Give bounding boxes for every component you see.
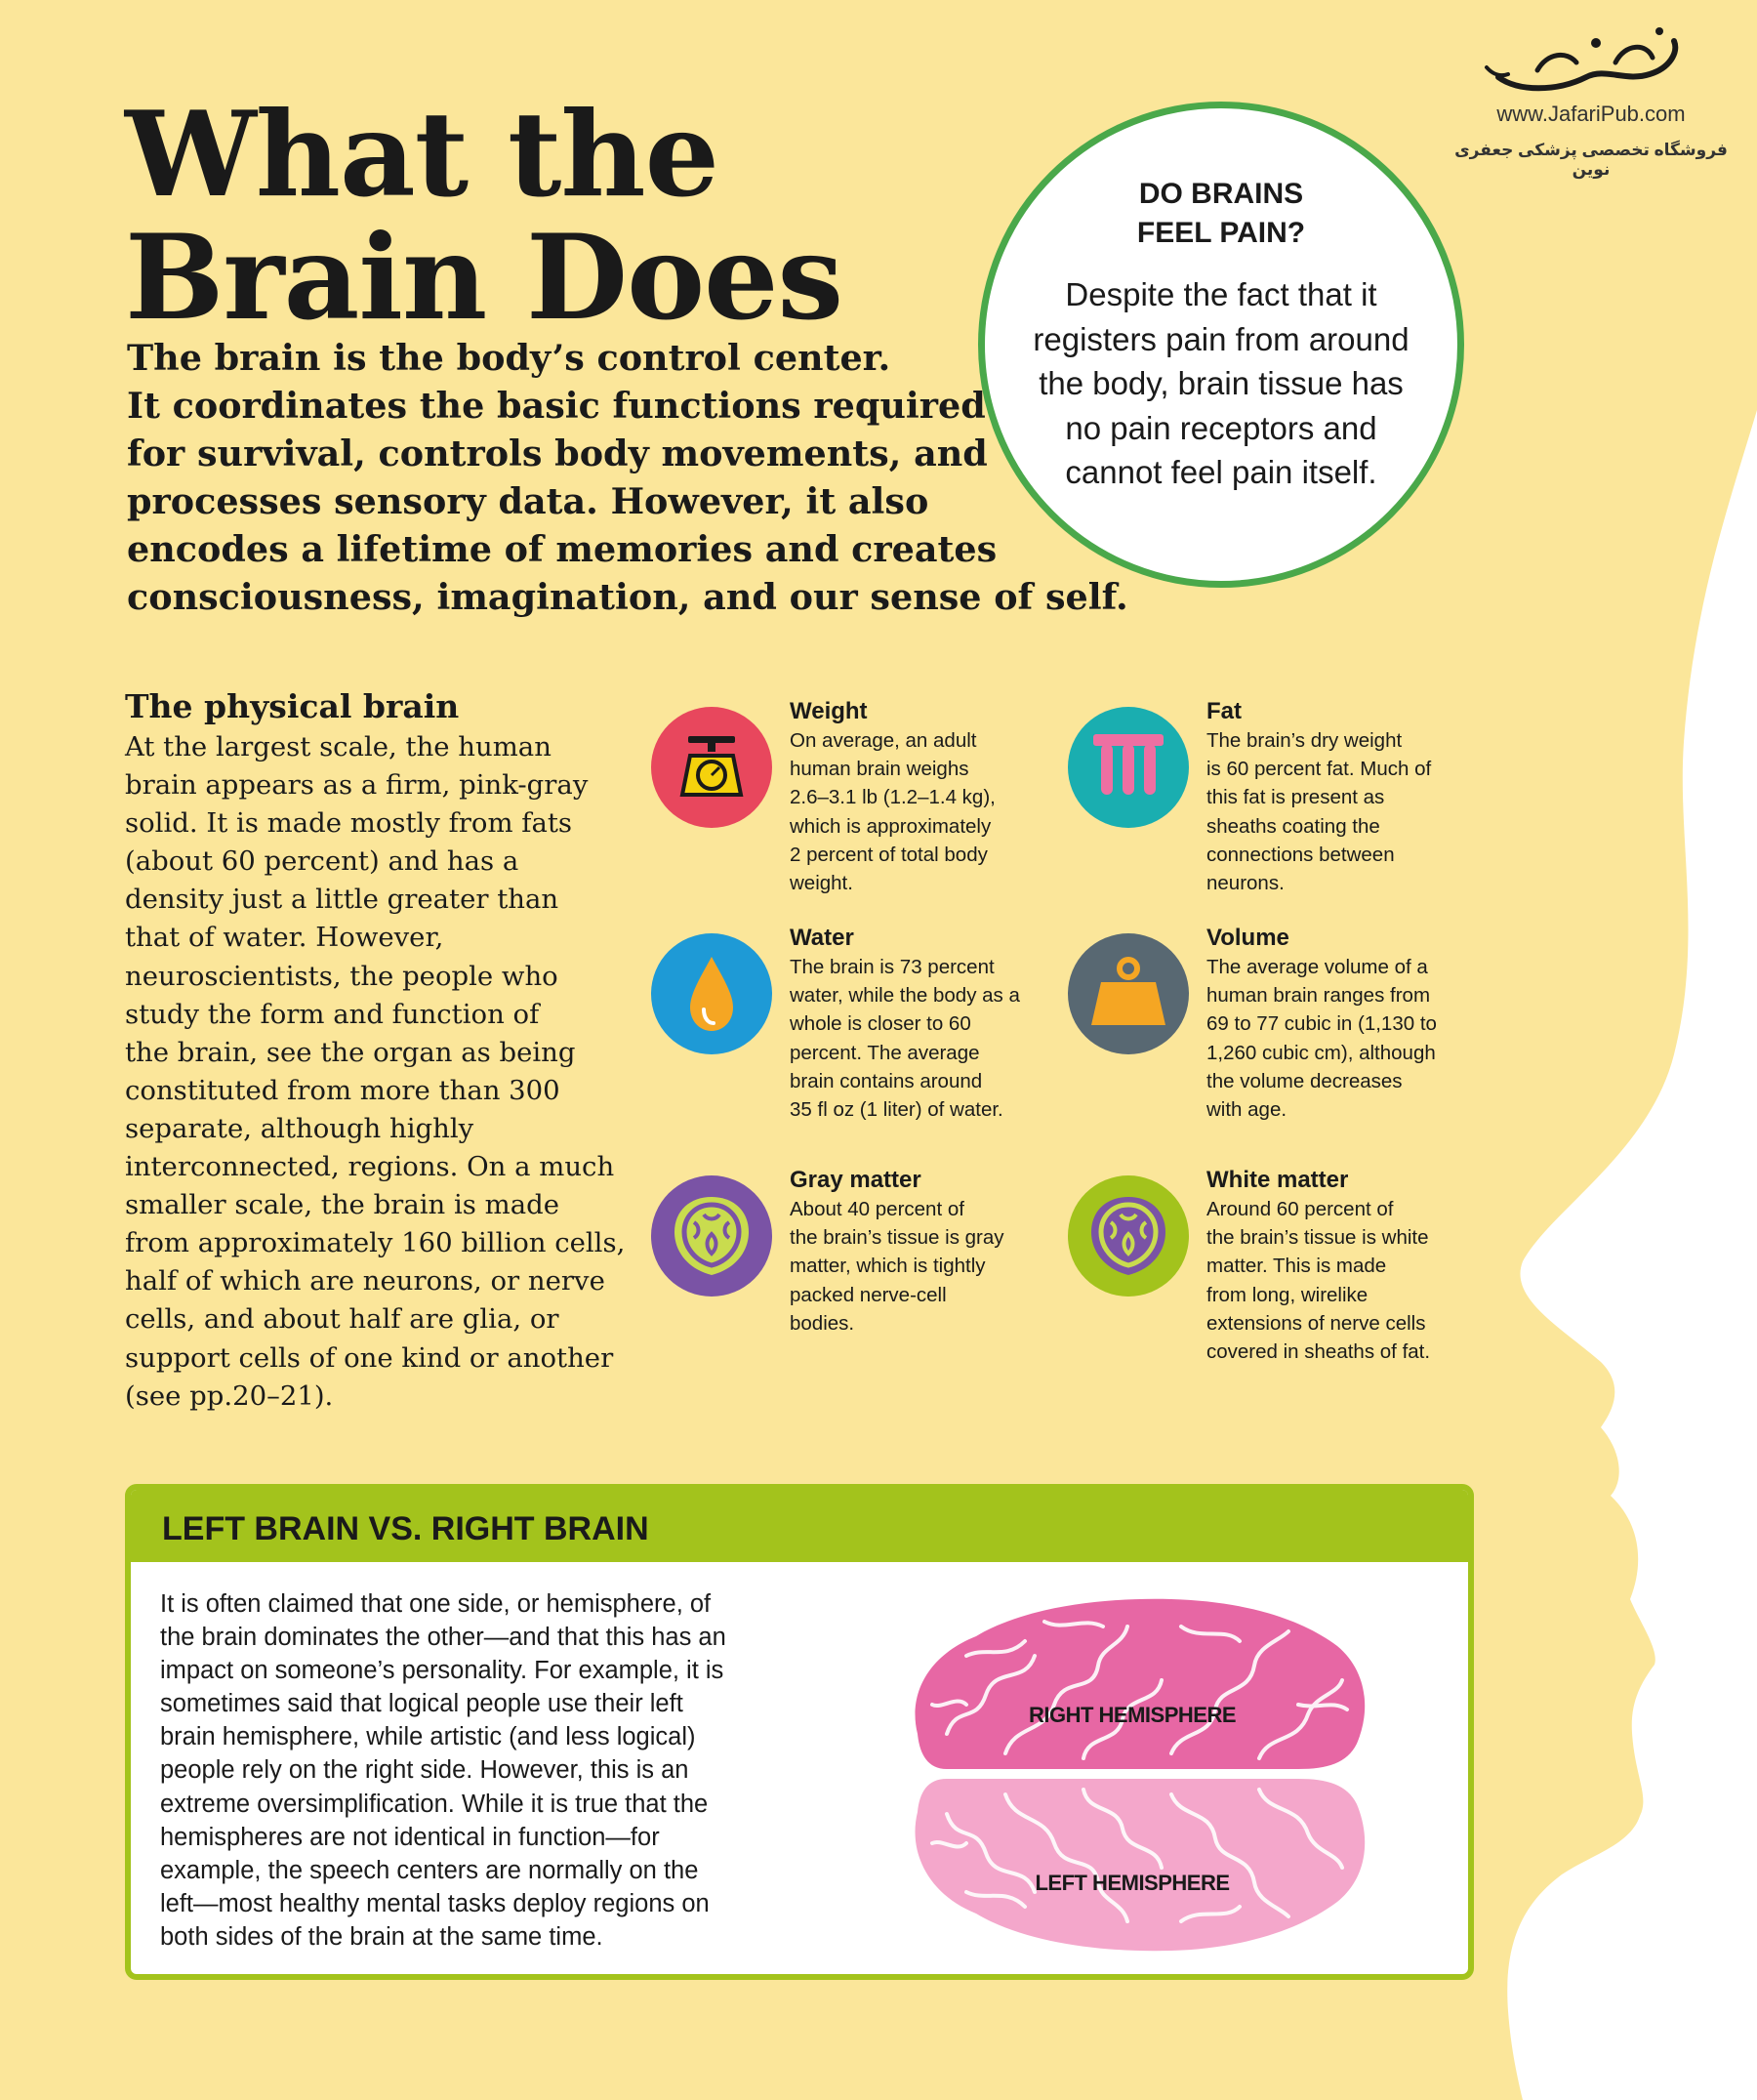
- lr-line: both sides of the brain at the same time.: [160, 1922, 603, 1951]
- fact-line: About 40 percent of: [790, 1198, 964, 1220]
- lr-line: the brain dominates the other—and that this has an: [160, 1624, 726, 1652]
- fact-line: Around 60 percent of: [1206, 1198, 1394, 1220]
- physical-line: study the form and function of: [125, 998, 540, 1030]
- fact-line: covered in sheaths of fat.: [1206, 1340, 1431, 1364]
- physical-line: separate, although highly: [125, 1112, 474, 1144]
- physical-line: neuroscientists, the people who: [125, 960, 558, 992]
- left-right-title: LEFT BRAIN VS. RIGHT BRAIN: [162, 1510, 649, 1547]
- left-right-text: [160, 1587, 843, 1954]
- fact-volume-text: [1206, 953, 1490, 1124]
- pain-text-line: cannot feel pain itself.: [1065, 454, 1377, 490]
- fact-line: 2 percent of total body: [790, 843, 988, 866]
- fact-line: packed nerve-cell: [790, 1283, 947, 1306]
- brain-section-icon: [651, 1175, 772, 1297]
- fact-line: 2.6–3.1 lb (1.2–1.4 kg),: [790, 786, 996, 809]
- fact-line: On average, an adult: [790, 729, 977, 752]
- fact-line: The brain is 73 percent: [790, 956, 995, 978]
- fact-line: the volume decreases: [1206, 1069, 1403, 1092]
- fact-line: 35 fl oz (1 liter) of water.: [790, 1098, 1003, 1122]
- intro-paragraph: [127, 334, 1128, 621]
- fact-gray-matter-text: [790, 1195, 1073, 1338]
- fact-line: bodies.: [790, 1311, 855, 1335]
- publisher-url: www.JafariPub.com: [1496, 102, 1686, 126]
- lr-line: left—most healthy mental tasks deploy regions on: [160, 1889, 710, 1917]
- fact-volume-body: [1206, 924, 1490, 1124]
- lr-line: extreme oversimplification. While it is true that the: [160, 1790, 709, 1818]
- page-title-line: What the: [125, 86, 718, 224]
- physical-line: the brain, see the organ as being: [125, 1036, 576, 1068]
- fact-gray-matter-title: Gray matter: [790, 1167, 921, 1193]
- fact-line: matter. This is made: [1206, 1255, 1387, 1278]
- fact-water-title: Water: [790, 925, 854, 951]
- fact-line: brain contains around: [790, 1069, 983, 1092]
- fact-fat-title: Fat: [1206, 698, 1242, 724]
- weight-icon: [1068, 933, 1189, 1054]
- fact-line: extensions of nerve cells: [1206, 1311, 1426, 1335]
- physical-line: from approximately 160 billion cells,: [125, 1227, 626, 1259]
- fact-line: from long, wirelike: [1206, 1283, 1369, 1306]
- fact-white-matter-body: [1206, 1166, 1490, 1366]
- physical-line: smaller scale, the brain is made: [125, 1189, 559, 1221]
- scale-icon: [651, 707, 772, 828]
- physical-line: that of water. However,: [125, 922, 444, 954]
- intro-line: processes sensory data. However, it also: [127, 480, 929, 522]
- physical-line: interconnected, regions. On a much: [125, 1151, 615, 1183]
- water-drop-icon: [651, 933, 772, 1054]
- fact-water-body: [790, 924, 1073, 1124]
- logo-mark-icon: [1479, 23, 1703, 102]
- intro-line: for survival, controls body movements, and: [127, 432, 988, 474]
- pain-callout-title: [985, 175, 1457, 253]
- physical-line: At the largest scale, the human: [125, 731, 552, 762]
- lr-line: example, the speech centers are normally on the: [160, 1856, 699, 1884]
- lr-line: brain hemisphere, while artistic (and less logical): [160, 1723, 696, 1751]
- fact-line: which is approximately: [790, 814, 992, 838]
- fact-line: percent. The average: [790, 1041, 980, 1064]
- pain-text-line: Despite the fact that it: [1065, 276, 1377, 312]
- fact-line: weight.: [790, 872, 853, 895]
- fact-line: 1,260 cubic cm), although: [1206, 1041, 1436, 1064]
- fact-line: human brain weighs: [790, 758, 969, 781]
- fact-weight-body: [790, 697, 1073, 897]
- brain-section-icon: [1068, 1175, 1189, 1297]
- fact-volume-title: Volume: [1206, 925, 1289, 951]
- physical-line: (about 60 percent) and has a: [125, 845, 519, 878]
- fact-line: connections between: [1206, 843, 1395, 866]
- physical-line: cells, and about half are glia, or: [125, 1303, 559, 1336]
- physical-line: brain appears as a firm, pink-gray: [125, 769, 589, 802]
- page-title-line: Brain Does: [125, 209, 843, 347]
- brain-hemispheres-illustration: [888, 1587, 1376, 1963]
- lr-line: It is often claimed that one side, or hemisphere, of: [160, 1590, 712, 1618]
- fat-icon: [1068, 707, 1189, 828]
- fact-line: The brain’s dry weight: [1206, 729, 1403, 752]
- fact-gray-matter-body: [790, 1166, 1073, 1338]
- pain-callout-text: [1004, 272, 1438, 495]
- lr-line: people rely on the right side. However, this is an: [160, 1756, 689, 1785]
- left-right-brain-box: [125, 1484, 1474, 1980]
- fact-fat-body: [1206, 697, 1490, 897]
- physical-line: solid. It is made mostly from fats: [125, 807, 573, 840]
- physical-line: support cells of one kind or another: [125, 1341, 614, 1374]
- left-right-header: [131, 1490, 1468, 1562]
- fact-line: water, while the body as a: [790, 984, 1020, 1008]
- fact-line: the brain’s tissue is gray: [790, 1226, 1004, 1250]
- lr-line: impact on someone’s personality. For example, it is: [160, 1657, 724, 1685]
- pain-text-line: registers pain from around: [1033, 320, 1410, 357]
- intro-line: encodes a lifetime of memories and creates: [127, 528, 998, 570]
- lr-line: hemispheres are not identical in function—for: [160, 1823, 660, 1851]
- fact-fat-text: [1206, 726, 1490, 897]
- fact-line: with age.: [1206, 1098, 1287, 1122]
- physical-line: (see pp.20–21).: [125, 1379, 334, 1412]
- intro-line: It coordinates the basic functions required: [127, 385, 986, 427]
- fact-line: the brain’s tissue is white: [1206, 1226, 1429, 1250]
- publisher-logo: [1454, 23, 1728, 180]
- fact-line: human brain ranges from: [1206, 984, 1431, 1008]
- fact-line: 69 to 77 cubic in (1,130 to: [1206, 1012, 1437, 1036]
- pain-title-line: DO BRAINS: [1138, 178, 1304, 210]
- fact-line: matter, which is tightly: [790, 1255, 986, 1278]
- physical-brain-section: [125, 685, 633, 1416]
- fact-line: this fat is present as: [1206, 786, 1385, 809]
- fact-white-matter-text: [1206, 1195, 1490, 1366]
- physical-line: constituted from more than 300: [125, 1074, 560, 1106]
- pain-title-line: FEEL PAIN?: [1136, 217, 1306, 249]
- brain-top-view-icon: [888, 1587, 1376, 1963]
- fact-weight-title: Weight: [790, 698, 868, 724]
- fact-line: is 60 percent fat. Much of: [1206, 758, 1432, 781]
- left-hemisphere-label: LEFT HEMISPHERE: [1035, 1871, 1230, 1895]
- fact-line: The average volume of a: [1206, 956, 1428, 978]
- fact-water-text: [790, 953, 1073, 1124]
- page-title: [125, 86, 843, 347]
- pain-text-line: the body, brain tissue has: [1039, 365, 1404, 401]
- lr-line: sometimes said that logical people use their left: [160, 1690, 683, 1718]
- physical-line: half of which are neurons, or nerve: [125, 1265, 605, 1297]
- physical-line: density just a little greater than: [125, 884, 559, 916]
- fact-white-matter-title: White matter: [1206, 1167, 1349, 1193]
- fact-line: sheaths coating the: [1206, 814, 1380, 838]
- fact-line: whole is closer to 60: [790, 1012, 971, 1036]
- fact-line: neurons.: [1206, 872, 1285, 895]
- physical-brain-heading: The physical brain: [125, 687, 460, 725]
- pain-text-line: no pain receptors and: [1065, 409, 1377, 446]
- pain-callout-circle: [978, 102, 1464, 588]
- right-hemisphere-label: RIGHT HEMISPHERE: [1028, 1703, 1237, 1727]
- intro-line: consciousness, imagination, and our sense of self.: [127, 576, 1128, 618]
- fact-weight-text: [790, 726, 1073, 897]
- intro-line: The brain is the body’s control center.: [127, 337, 891, 379]
- publisher-subtitle: فروشگاه تخصصی پزشکی جعفری نوین: [1454, 141, 1728, 179]
- physical-brain-text: [125, 728, 633, 1416]
